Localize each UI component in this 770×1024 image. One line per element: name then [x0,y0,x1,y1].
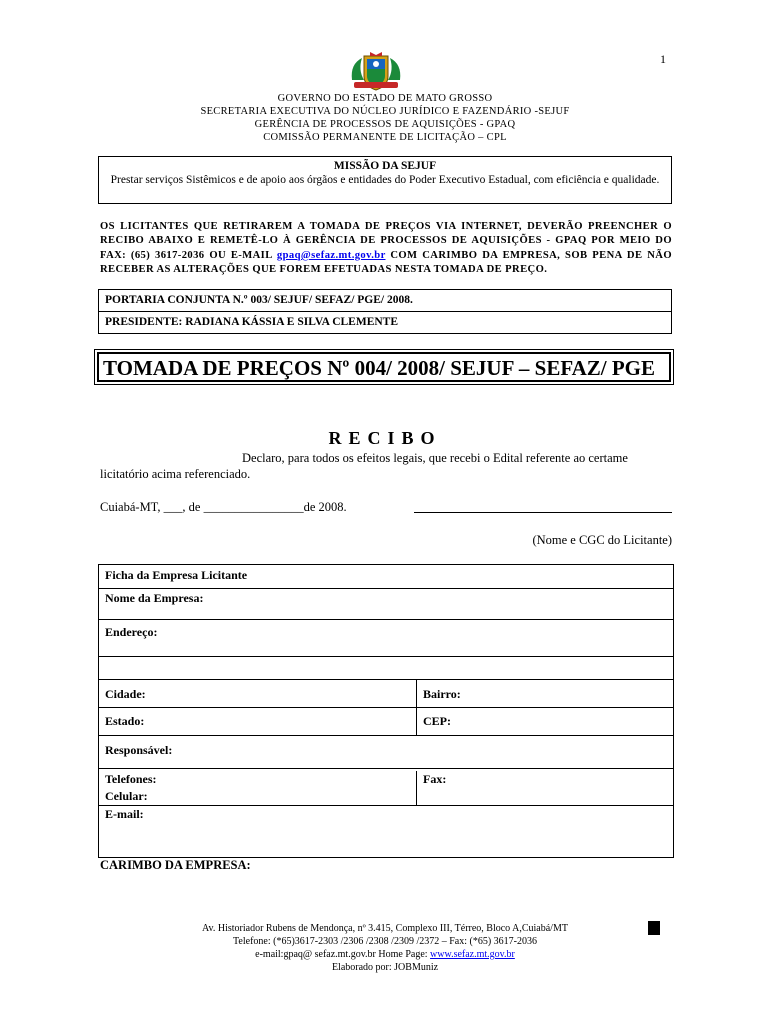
tomada-title-box [94,349,674,385]
mission-text: Prestar serviços Sistêmicos e de apoio aos órgãos e entidades do Poder Executivo Estadual, com eficiência e qualidade. [110,174,660,186]
email-field[interactable]: E-mail: [105,807,144,821]
portaria-text: PORTARIA CONJUNTA N.º 003/ SEJUF/ SEFAZ/ PGE/ 2008. [105,294,413,306]
form-row[interactable] [99,735,673,768]
declaration-line: Declaro, para todos os efeitos legais, que recebi o Edital referente ao certame [242,451,628,465]
signature-line[interactable] [414,512,672,513]
neighborhood-field[interactable]: Bairro: [423,687,461,701]
form-row [99,768,673,805]
notice-email-link[interactable]: gpaq@sefaz.mt.gov.br [276,249,386,261]
presidente-text: PRESIDENTE: RADIANA KÁSSIA E SILVA CLEMENTE [99,311,671,333]
page-footer [100,922,670,974]
address-field-continued[interactable] [99,657,673,679]
form-title: Ficha da Empresa Licitante [105,568,248,582]
cep-field[interactable]: CEP: [423,714,451,728]
bidders-notice [100,220,672,278]
footer-address: Av. Historiador Rubens de Mendonça, nº 3.415, Complexo III, Térreo, Bloco A,Cuiabá/MT [202,923,568,934]
mission-box [98,156,672,204]
company-name-field[interactable]: Nome da Empresa: [105,591,204,605]
homepage-link[interactable]: www.sefaz.mt.gov.br [430,949,515,960]
fax-field[interactable]: Fax: [423,772,447,786]
form-row[interactable] [99,656,673,679]
page-number: 1 [660,52,666,66]
company-stamp-label: CARIMBO DA EMPRESA: [100,858,251,872]
form-row[interactable] [99,805,673,857]
form-row [99,707,673,735]
institution-header [100,92,670,144]
header-line: COMISSÃO PERMANENTE DE LICITAÇÃO – CPL [263,132,507,143]
form-row [99,679,673,707]
address-field[interactable]: Endereço: [105,625,158,639]
company-form [98,564,674,858]
phones-field[interactable]: Telefones: [105,772,157,786]
recibo-title: RECIBO [328,428,442,448]
black-square-mark [648,921,660,935]
mission-title: MISSÃO DA SEJUF [333,160,437,172]
tomada-title: TOMADA DE PREÇOS Nº 004/ 2008/ SEJUF – SEFAZ/ PGE [97,352,671,382]
state-field[interactable]: Estado: [99,708,417,735]
footer-phones: Telefone: (*65)3617-2303 /2306 /2308 /2309 /2372 – Fax: (*65) 3617-2036 [233,936,537,947]
footer-email: e-mail:gpaq@ sefaz.mt.gov.br Home Page: [255,949,431,960]
state-coat-of-arms [348,50,404,92]
responsible-field[interactable]: Responsável: [105,743,173,757]
form-row[interactable] [99,588,673,619]
city-date-line: Cuiabá-MT, ___, de ________________de 2008. [100,500,347,514]
signature-label: (Nome e CGC do Licitante) [532,533,672,547]
header-line: GERÊNCIA DE PROCESSOS DE AQUISIÇÕES - GPAQ [254,119,516,130]
header-line: SECRETARIA EXECUTIVA DO NÚCLEO JURÍDICO E FAZENDÁRIO -SEJUF [200,106,570,117]
portaria-box [98,289,672,334]
notice-text: COM CARIMBO DA EMPRESA, SOB PENA DE NÃO RECEBER AS ALTERAÇÕES QUE FOREM EFETUADAS NESTA TOMADA DE PREÇO. [100,249,672,276]
form-row[interactable] [99,619,673,656]
notice-text: OS LICITANTES QUE RETIRAREM A TOMADA DE PREÇOS VIA INTERNET, DEVERÃO PREENCHER O RECIBO ABAIXO E REMETÊ-LO À GERÊNCIA DE PROCESSOS DE AQUISIÇÕES - GPAQ POR MEIO DO FAX: (65) 3617-2036 OU E-MAIL [100,221,672,261]
form-row [99,565,673,588]
phones-cell[interactable] [99,771,417,805]
cellphone-field[interactable]: Celular: [105,789,148,803]
city-field[interactable]: Cidade: [99,680,417,707]
header-line: GOVERNO DO ESTADO DE MATO GROSSO [277,93,493,104]
footer-author: Elaborado por: JOBMuniz [331,962,439,973]
footer-contact [100,948,670,961]
declaration-line: licitatório acima referenciado. [100,467,251,481]
